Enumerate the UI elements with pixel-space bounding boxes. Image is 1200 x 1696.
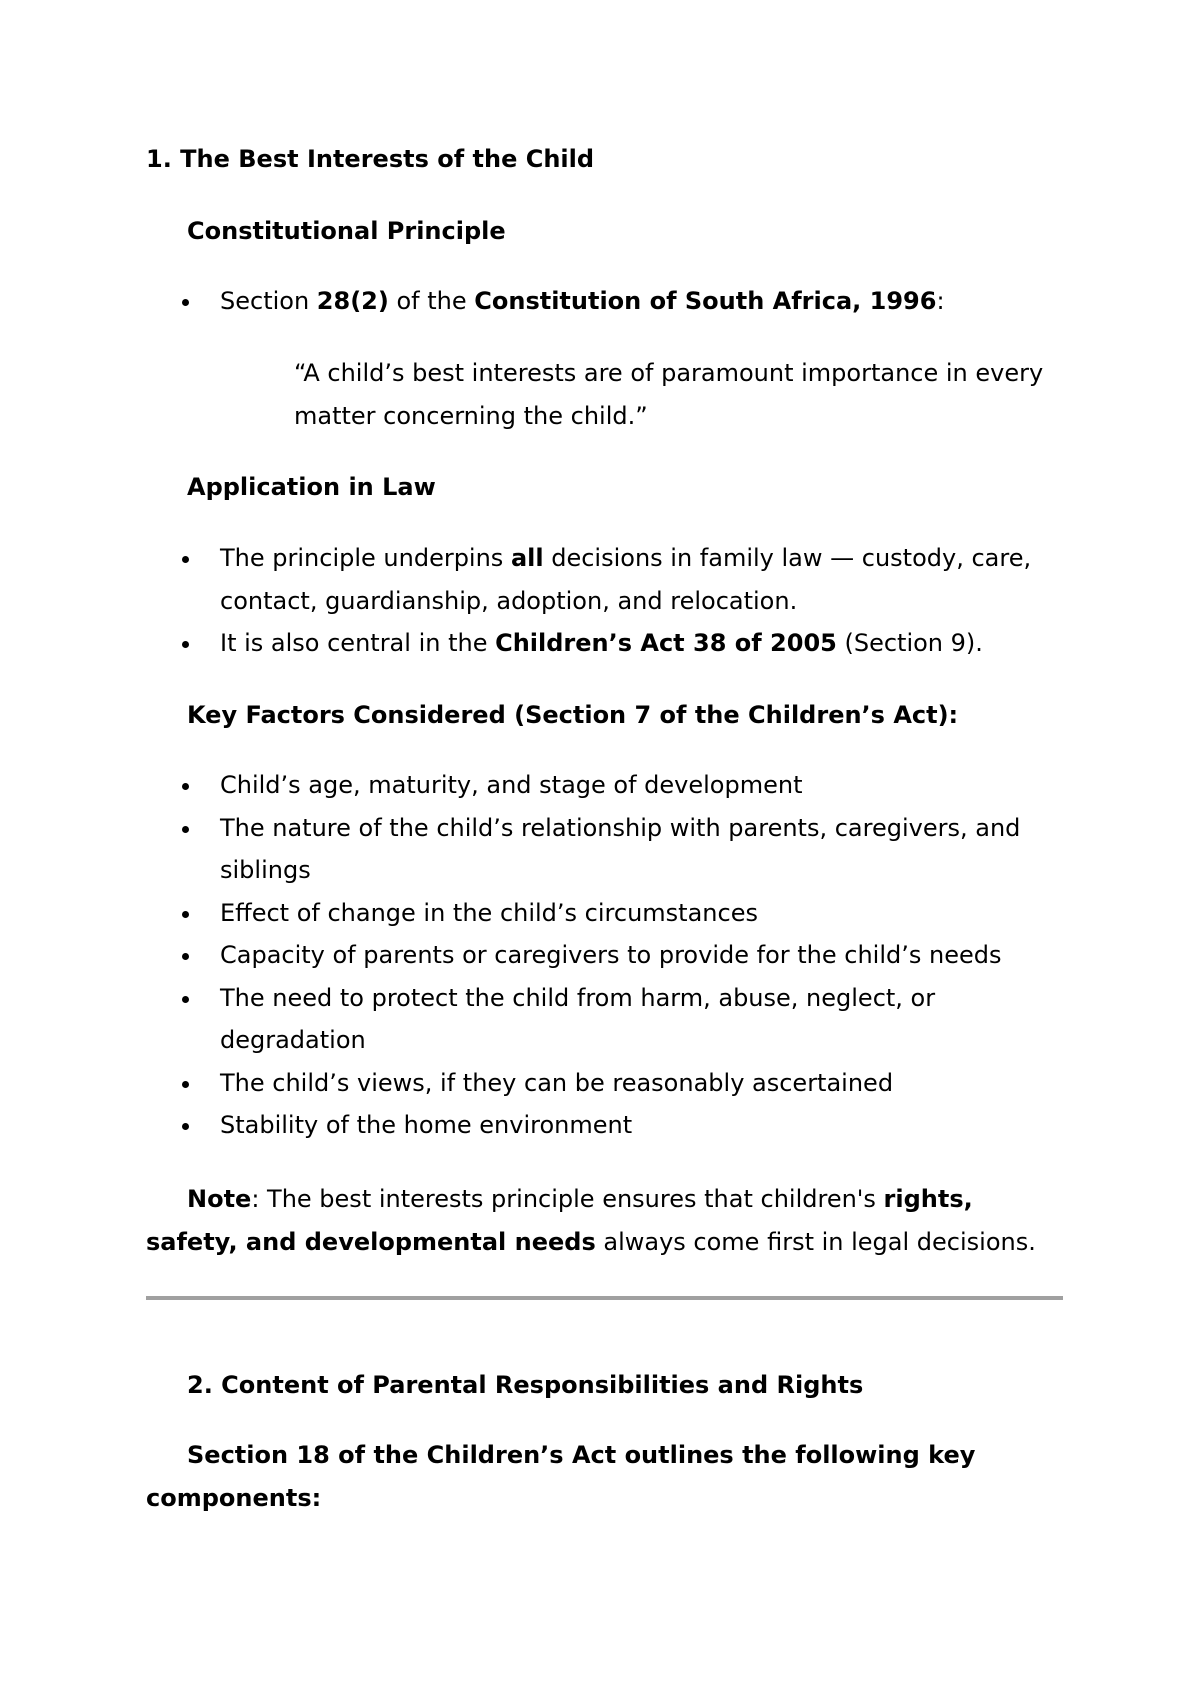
bullet-icon [182, 953, 189, 960]
bullet-icon [182, 826, 189, 833]
list-item: Stability of the home environment [0, 1104, 1020, 1147]
bullet-icon [182, 996, 189, 1003]
bullet-icon [182, 783, 189, 790]
list-item: The principle underpins all decisions in family law — custody, care, contact, guardianship, adoption, and relocation. [0, 537, 1031, 622]
section-divider [146, 1296, 1063, 1300]
section-2-title: 2. Content of Parental Responsibilities and Rights [187, 1371, 864, 1399]
section-2-intro: Section 18 of the Children’s Act outlines the following key components: [146, 1441, 976, 1512]
section-1-title: 1. The Best Interests of the Child [146, 145, 595, 173]
list-item: Section 28(2) of the Constitution of South Africa, 1996: [0, 280, 945, 323]
bullet-icon [182, 1081, 189, 1088]
application-bullet-list [0, 537, 1031, 665]
list-item: Child’s age, maturity, and stage of development [0, 764, 1020, 807]
list-item: Capacity of parents or caregivers to provide for the child’s needs [0, 934, 1020, 977]
list-item: The need to protect the child from harm, abuse, neglect, or degradation [0, 977, 1020, 1062]
bullet-icon [182, 1123, 189, 1130]
application-in-law-heading: Application in Law [187, 473, 436, 501]
list-item: The child’s views, if they can be reasonably ascertained [0, 1062, 1020, 1105]
bullet-icon [182, 641, 189, 648]
note-paragraph: Note: The best interests principle ensures that children's rights, safety, and developmental needs always come first in legal decisions. [146, 1185, 1036, 1256]
bullet-icon [182, 556, 189, 563]
constitution-quote: “A child’s best interests are of paramount importance in every matter concerning the child.” [294, 359, 1044, 430]
list-item: Effect of change in the child’s circumstances [0, 892, 1020, 935]
constitutional-principle-heading: Constitutional Principle [187, 217, 506, 245]
list-item: The nature of the child’s relationship with parents, caregivers, and siblings [0, 807, 1020, 892]
bullet-icon [182, 299, 189, 306]
constitutional-bullet-list [0, 280, 945, 323]
bullet-icon [182, 911, 189, 918]
key-factors-heading: Key Factors Considered (Section 7 of the Children’s Act): [187, 701, 959, 729]
key-factors-list [0, 764, 1020, 1147]
list-item: It is also central in the Children’s Act 38 of 2005 (Section 9). [0, 622, 1031, 665]
